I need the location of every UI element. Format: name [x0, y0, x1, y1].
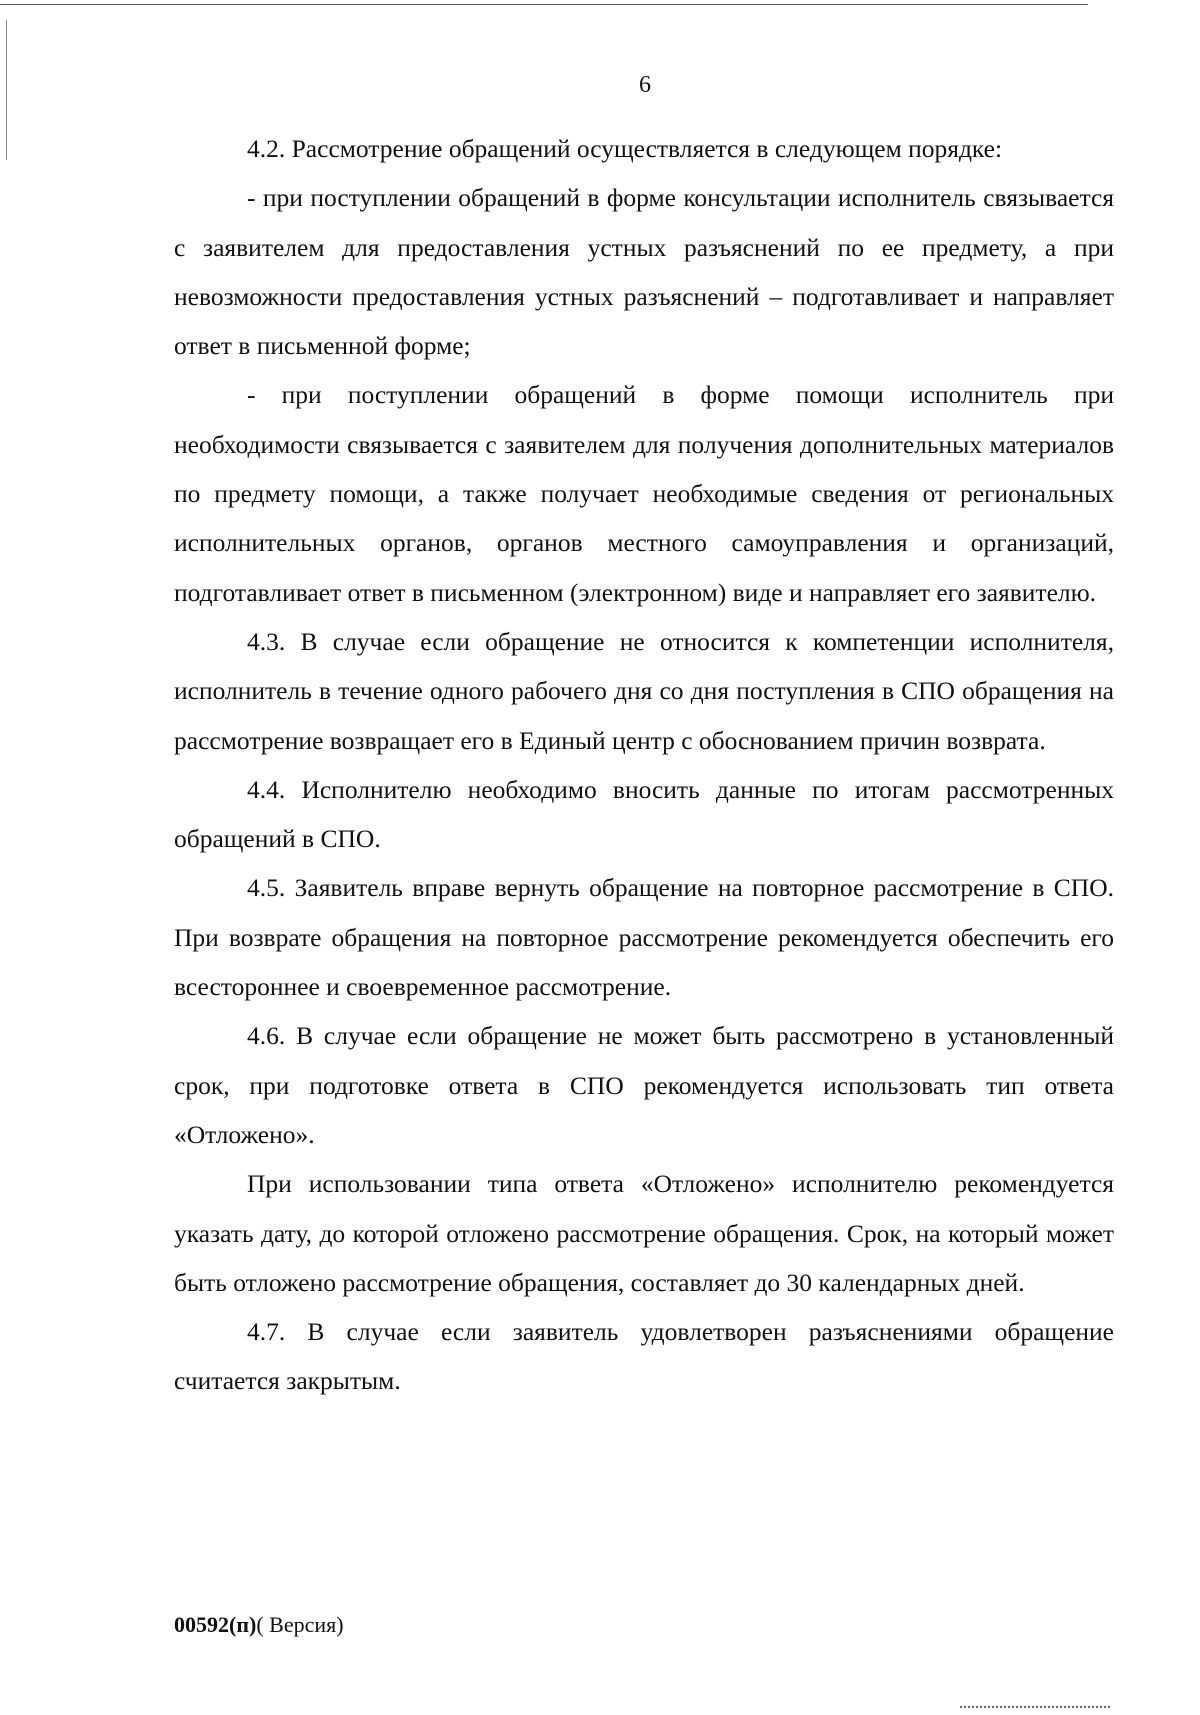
- document-body: [174, 124, 1114, 1406]
- document-footer: [174, 1612, 344, 1638]
- paragraph-4-6: 4.6. В случае если обращение не может быть рассмотрено в установленный срок, при подготовке ответа в СПО рекомендуется использовать тип ответа «Отложено».: [174, 1021, 1114, 1149]
- document-code: 00592(п): [174, 1612, 257, 1637]
- page-number: 6: [639, 72, 651, 98]
- scan-top-edge-line: [0, 4, 1088, 5]
- document-version: ( Версия): [256, 1612, 344, 1637]
- paragraph-4-7: 4.7. В случае если заявитель удовлетворен разъяснениями обращение считается закрытым.: [174, 1317, 1114, 1396]
- paragraph-4-3: 4.3. В случае если обращение не относится к компетенции исполнителя, исполнитель в течение одного рабочего дня со дня поступления в СПО обращения на рассмотрение возвращает его в Единый центр с обоснованием причин возврата.: [174, 626, 1114, 755]
- paragraph-4-2-consultation: - при поступлении обращений в форме консультации исполнитель связывается с заявителем для предоставления устных разъяснений по ее предмету, а при невозможности предоставления устных разъяснений – подготавливает и направляет ответ в письменной форме;: [174, 183, 1114, 361]
- paragraph-4-4: 4.4. Исполнителю необходимо вносить данные по итогам рассмотренных обращений в СПО.: [174, 774, 1114, 854]
- paragraph-4-2-help: - при поступлении обращений в форме помощи исполнитель при необходимости связывается с заявителем для получения дополнительных материалов по предмету помощи, а также получает необходимые сведения от региональных исполнительных органов, органов местного самоуправления и организаций, подготавливает ответ в письменном (электронном) виде и направляет его заявителю.: [174, 380, 1114, 607]
- paragraph-4-5: 4.5. Заявитель вправе вернуть обращение на повторное рассмотрение в СПО. При возврате обращения на повторное рассмотрение рекомендуется обеспечить его всестороннее и своевременное рассмотрение.: [174, 873, 1114, 1002]
- paragraph-4-2: 4.2. Рассмотрение обращений осуществляется в следующем порядке:: [247, 134, 1003, 163]
- scan-bottom-edge-line: [960, 1706, 1110, 1708]
- paragraph-4-6-postponed: При использовании типа ответа «Отложено» исполнителю рекомендуется указать дату, до которой отложено рассмотрение обращения. Срок, на который может быть отложено рассмотрение обращения, составляет до 30 календарных дней.: [174, 1169, 1114, 1297]
